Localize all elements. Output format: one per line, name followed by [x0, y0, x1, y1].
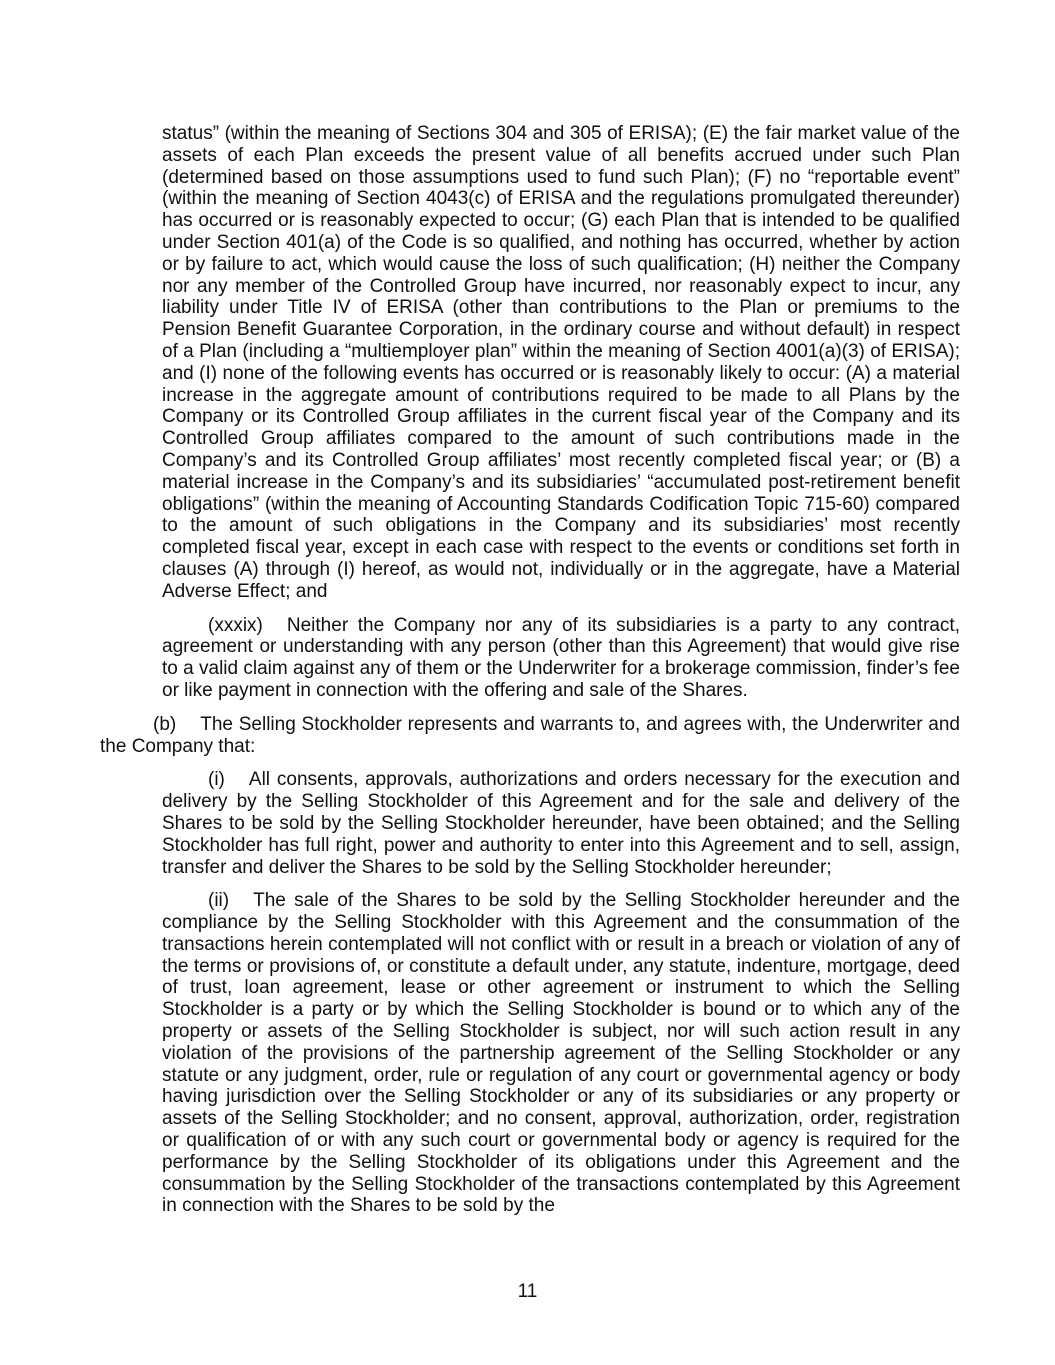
paragraph-text: status” (within the meaning of Sections 304 and 305 of ERISA); (E) the fair market value of the assets of each Plan exceeds the present value of all benefits accrued under such Plan (determined based on those assumptions used to fund such Plan); (F) no “reportable event” (within the meaning of Section 4043(c) of ERISA and the regulations promulgated thereunder) has occurred or is reasonably expected to occur; (G) each Plan that is intended to be qualified under Section 401(a) of the Code is so qualified, and nothing has occurred, whether by action or by failure to act, which would cause the loss of such qualification; (H) neither the Company nor any member of the Controlled Group have incurred, nor reasonably expect to incur, any liability under Title IV of ERISA (other than contributions to the Plan or premiums to the Pension Benefit Guarantee Corporation, in the ordinary course and without default) in respect of a Plan (including a “multiemployer plan” within the meaning of Section 4001(a)(3) of ERISA); and (I) none of the following events has occurred or is reasonably likely to occur: (A) a material increase in the aggregate amount of contributions required to be made to all Plans by the Company or its Controlled Group affiliates in the current fiscal year of the Company and its Controlled Group affiliates compared to the amount of such contributions made in the Company’s and its Controlled Group affiliates’ most recently completed fiscal year; or (B) a material increase in the Company’s and its subsidiaries’ “accumulated post-retirement benefit obligations” (within the meaning of Accounting Standards Codification Topic 715-60) compared to the amount of such obligations in the Company and its subsidiaries’ most recently completed fiscal year, except in each case with respect to the events or conditions set forth in clauses (A) through (I) hereof, as would not, individually or in the aggregate, have a Material Adverse Effect; and: [162, 123, 960, 602]
paragraph-clause-b-i: [162, 769, 960, 878]
paragraph-clause-b: [100, 714, 960, 758]
page-footer: [0, 1281, 1055, 1303]
paragraph-text: The Selling Stockholder represents and warrants to, and agrees with, the Underwriter and the Company that:: [100, 713, 960, 757]
clause-marker: (ii): [208, 890, 230, 912]
paragraph-clause-b-ii: [162, 890, 960, 1217]
page-number: 11: [517, 1281, 538, 1302]
paragraph-text: All consents, approvals, authorizations and orders necessary for the execution and delivery by the Selling Stockholder of this Agreement and for the sale and delivery of the Shares to be sold by the Selling Stockholder hereunder, have been obtained; and the Selling Stockholder has full right, power and authority to enter into this Agreement and to sell, assign, transfer and deliver the Shares to be sold by the Selling Stockholder hereunder;: [162, 769, 960, 878]
paragraph-clause-xxxix: [162, 615, 960, 702]
paragraph-text: The sale of the Shares to be sold by the Selling Stockholder hereunder and the compliance by the Selling Stockholder with this Agreement and the consummation of the transactions herein contemplated will not conflict with or result in a breach or violation of any of the terms or provisions of, or constitute a default under, any statute, indenture, mortgage, deed of trust, loan agreement, lease or other agreement or instrument to which the Selling Stockholder is a party or by which the Selling Stockholder is bound or to which any of the property or assets of the Selling Stockholder is subject, nor will such action result in any violation of the provisions of the partnership agreement of the Selling Stockholder or any statute or any judgment, order, rule or regulation of any court or governmental agency or body having jurisdiction over the Selling Stockholder or any of its subsidiaries or any property or assets of the Selling Stockholder; and no consent, approval, authorization, order, registration or qualification of or with any such court or governmental body or agency is required for the performance by the Selling Stockholder of its obligations under this Agreement and the consummation by the Selling Stockholder of the transactions contemplated by this Agreement in connection with the Shares to be sold by the: [162, 890, 960, 1217]
clause-marker: (b): [153, 713, 177, 735]
paragraph-erisa-continuation: [162, 123, 960, 603]
paragraph-text: Neither the Company nor any of its subsidiaries is a party to any contract, agreement or understanding with any person (other than this Agreement) that would give rise to a valid claim against any of them or the Underwriter for a brokerage commission, finder’s fee or like payment in connection with the offering and sale of the Shares.: [162, 614, 960, 701]
clause-marker: (i): [208, 769, 225, 791]
clause-marker: (xxxix): [208, 614, 263, 636]
